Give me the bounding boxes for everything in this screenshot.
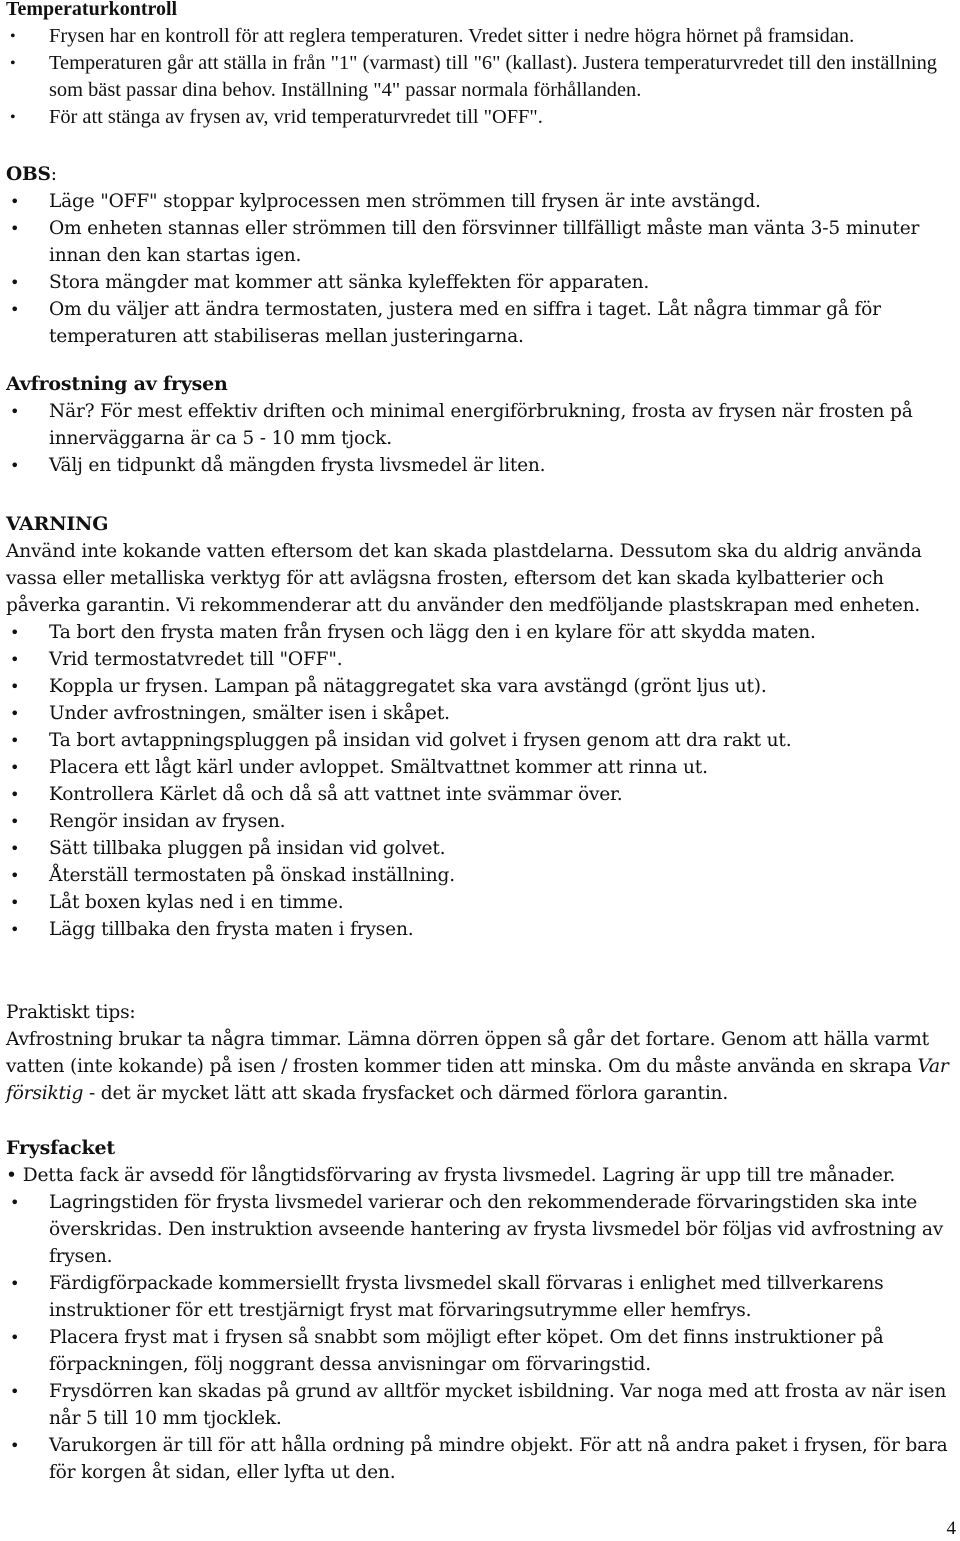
list-item — [6, 1270, 954, 1324]
freezer-intro — [6, 1162, 954, 1189]
bullet-icon: • — [10, 192, 20, 211]
list-item — [6, 398, 954, 452]
section-tips — [6, 999, 954, 1107]
list-item-text: Kontrollera Kärlet då och då så att vattnet inte svämmar över. — [49, 784, 623, 805]
bullet-icon: • — [10, 731, 20, 750]
list-item-text: Sätt tillbaka pluggen på insidan vid golvet. — [49, 838, 446, 859]
bullet-icon: • — [10, 273, 20, 292]
obs-label-text: OBS — [6, 164, 51, 185]
section-heading: Temperaturkontroll — [6, 0, 178, 20]
list-item-text: Placera fryst mat i frysen så snabbt som möjligt efter köpet. Om det finns instruktioner på förpackningen, följ noggrant dessa anvisningar om förvaringstid. — [49, 1327, 884, 1375]
list-item — [6, 619, 954, 646]
warning-heading: VARNING — [6, 513, 109, 535]
section-heading: Avfrostning av frysen — [6, 373, 228, 395]
list-item-text: Placera ett lågt kärl under avloppet. Smältvattnet kommer att rinna ut. — [49, 757, 708, 778]
tips-text-before: Avfrostning brukar ta några timmar. Lämna dörren öppen så går det fortare. Genom att hälla varmt vatten (inte kokande) på isen / frosten kommer tiden att minska. Om du måste använda en skrapa — [6, 1029, 929, 1077]
bullet-icon: • — [10, 219, 20, 238]
list-item-text: Låt boxen kylas ned i en timme. — [49, 892, 344, 913]
bullet-icon: • — [10, 1436, 20, 1455]
bullet-icon: • — [10, 812, 20, 831]
list-item — [6, 1378, 954, 1432]
page-number: 4 — [946, 1518, 956, 1539]
bullet-list — [6, 398, 954, 479]
list-item — [6, 781, 954, 808]
list-item-text: Stora mängder mat kommer att sänka kyleffekten för apparaten. — [49, 272, 650, 293]
freezer-intro-text: Detta fack är avsedd för långtidsförvaring av frysta livsmedel. Lagring är upp till tre månader. — [22, 1165, 896, 1186]
list-item-text: Temperaturen går att ställa in från "1" (varmast) till "6" (kallast). Justera temperaturvredet till den inställning som bäst passar dina behov. Inställning "4" passar normala förhållanden. — [49, 52, 937, 101]
tips-text-after: - det är mycket lätt att skada frysfacket och därmed förlora garantin. — [83, 1083, 729, 1104]
list-item-text: Under avfrostningen, smälter isen i skåpet. — [49, 703, 450, 724]
list-item-text: Koppla ur frysen. Lampan på nätaggregatet ska vara avstängd (grönt ljus ut). — [49, 676, 767, 697]
bullet-list — [6, 23, 954, 131]
bullet-icon: • — [10, 623, 20, 642]
bullet-icon: • — [10, 920, 20, 939]
bullet-icon: • — [10, 704, 20, 723]
bullet-icon: • — [10, 677, 20, 696]
tips-heading: Praktiskt tips: — [6, 1002, 136, 1023]
warning-paragraph: Använd inte kokande vatten eftersom det kan skada plastdelarna. Dessutom ska du aldrig använda vassa eller metalliska verktyg för att avlägsna frosten, eftersom det kan skada kylbatterier och påverka garantin. Vi rekommenderar att du använder den medföljande plastskrapan med enheten. — [6, 541, 922, 616]
list-item — [6, 188, 954, 215]
section-freezer — [6, 1135, 954, 1486]
section-warning — [6, 511, 954, 943]
list-item — [6, 916, 954, 943]
bullet-list — [6, 188, 954, 350]
list-item-text: Återställ termostaten på önskad inställning. — [49, 865, 455, 886]
bullet-icon: • — [10, 109, 16, 126]
list-item — [6, 673, 954, 700]
list-item — [6, 808, 954, 835]
list-item-text: Vrid termostatvredet till "OFF". — [49, 649, 343, 670]
section-temperature — [6, 0, 954, 131]
list-item — [6, 835, 954, 862]
obs-colon: : — [50, 164, 57, 185]
list-item — [6, 104, 954, 131]
list-item — [6, 296, 954, 350]
defrost-steps-list — [6, 619, 954, 943]
list-item-text: Ta bort den frysta maten från frysen och lägg den i en kylare för att skydda maten. — [49, 622, 816, 643]
section-defrost — [6, 371, 954, 479]
list-item — [6, 727, 954, 754]
list-item-text: Rengör insidan av frysen. — [49, 811, 286, 832]
obs-label — [6, 161, 954, 188]
bullet-icon: • — [10, 839, 20, 858]
list-item-text: Om enheten stannas eller strömmen till den försvinner tillfälligt måste man vänta 3-5 minuter innan den kan startas igen. — [49, 218, 920, 266]
bullet-icon: • — [10, 866, 20, 885]
bullet-icon: • — [10, 456, 20, 475]
bullet-icon: • — [10, 758, 20, 777]
list-item-text: Varukorgen är till för att hålla ordning på mindre objekt. För att nå andra paket i frysen, för bara för korgen åt sidan, eller lyfta ut den. — [49, 1435, 948, 1483]
bullet-icon: • — [10, 893, 20, 912]
list-item-text: Om du väljer att ändra termostaten, justera med en siffra i taget. Låt några timmar gå för temperaturen att stabiliseras mellan justeringarna. — [49, 299, 881, 347]
bullet-icon: • — [10, 1274, 20, 1293]
list-item — [6, 1324, 954, 1378]
list-item — [6, 1432, 954, 1486]
bullet-icon: • — [10, 1382, 20, 1401]
tips-text-italic: Var försiktig — [6, 1056, 949, 1104]
list-item-text: För att stänga av frysen av, vrid temperaturvredet till "OFF". — [49, 106, 543, 128]
list-item — [6, 452, 954, 479]
list-item-text: Ta bort avtappningspluggen på insidan vid golvet i frysen genom att dra rakt ut. — [49, 730, 792, 751]
bullet-list — [6, 1189, 954, 1486]
list-item-text: Läge "OFF" stoppar kylprocessen men strömmen till frysen är inte avstängd. — [49, 191, 761, 212]
list-item — [6, 862, 954, 889]
bullet-icon: • — [6, 1165, 17, 1186]
bullet-icon: • — [10, 785, 20, 804]
list-item-text: Frysen har en kontroll för att reglera temperaturen. Vredet sitter i nedre högra hörnet på framsidan. — [49, 25, 855, 47]
list-item — [6, 23, 954, 50]
list-item-text: Lagringstiden för frysta livsmedel varierar och den rekommenderade förvaringstiden ska inte överskridas. Den instruktion avseende hantering av frysta livsmedel bör följas vid avfrostning av frysen. — [49, 1192, 944, 1267]
list-item — [6, 700, 954, 727]
list-item — [6, 50, 954, 104]
section-obs — [6, 161, 954, 350]
bullet-icon: • — [10, 300, 20, 319]
list-item — [6, 754, 954, 781]
bullet-icon: • — [10, 650, 20, 669]
bullet-icon: • — [10, 55, 16, 72]
list-item-text: Lägg tillbaka den frysta maten i frysen. — [49, 919, 414, 940]
bullet-icon: • — [10, 402, 20, 421]
bullet-icon: • — [10, 1328, 20, 1347]
list-item — [6, 215, 954, 269]
list-item-text: När? För mest effektiv driften och minimal energiförbrukning, frosta av frysen när frosten på innerväggarna är ca 5 - 10 mm tjock. — [49, 401, 913, 449]
bullet-icon: • — [10, 1193, 20, 1212]
list-item — [6, 646, 954, 673]
tips-paragraph — [6, 1026, 954, 1107]
list-item — [6, 889, 954, 916]
list-item — [6, 1189, 954, 1270]
list-item — [6, 269, 954, 296]
bullet-icon: • — [10, 28, 16, 45]
list-item-text: Välj en tidpunkt då mängden frysta livsmedel är liten. — [49, 455, 546, 476]
section-heading: Frysfacket — [6, 1137, 115, 1159]
list-item-text: Frysdörren kan skadas på grund av alltför mycket isbildning. Var noga med att frosta av när isen når 5 till 10 mm tjocklek. — [49, 1381, 947, 1429]
list-item-text: Färdigförpackade kommersiellt frysta livsmedel skall förvaras i enlighet med tillverkarens instruktioner för ett trestjärnigt fryst mat förvaringsutrymme eller hemfrys. — [49, 1273, 884, 1321]
